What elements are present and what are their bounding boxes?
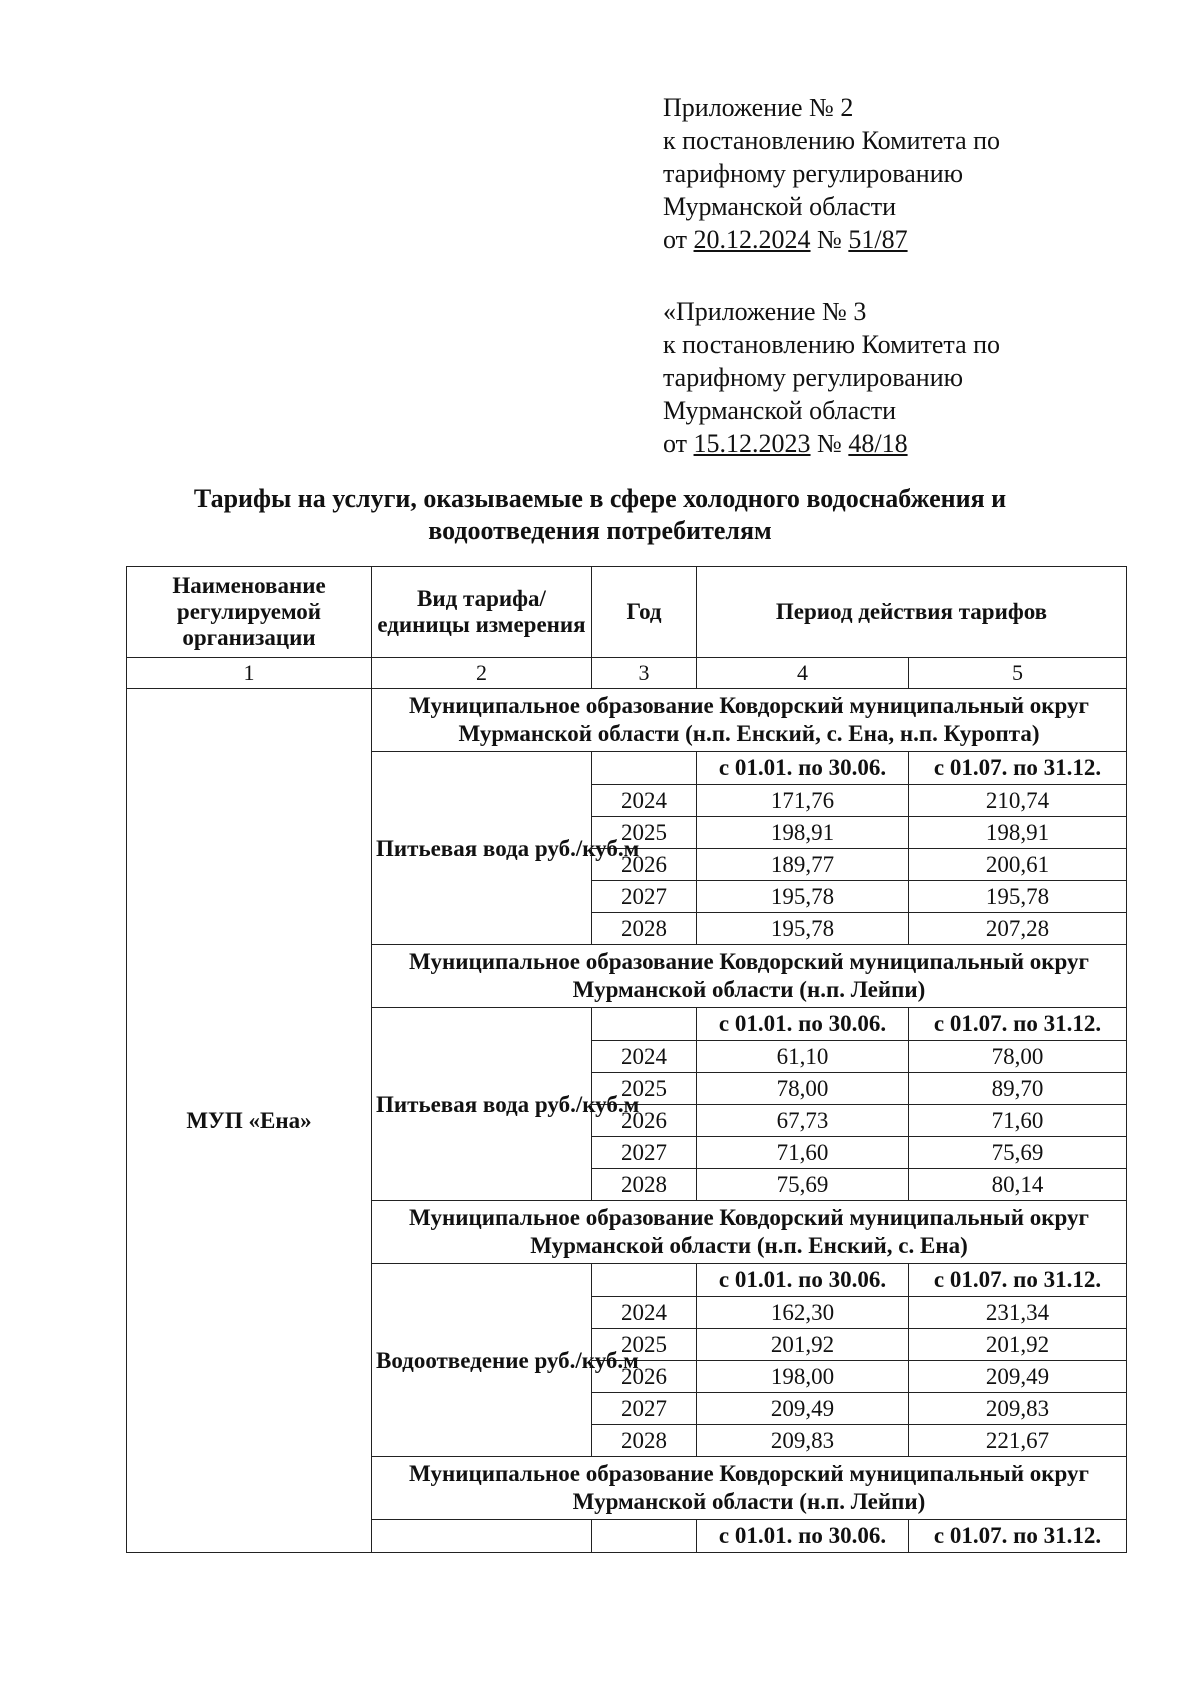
- appendix-line: тарифному регулированию: [663, 363, 964, 392]
- period-second-half: с 01.07. по 31.12.: [909, 752, 1127, 785]
- period-first-half: с 01.01. по 30.06.: [697, 752, 909, 785]
- service-type: Питьевая вода руб./куб.м: [372, 1008, 592, 1201]
- tariff-second-half: 71,60: [909, 1105, 1127, 1137]
- tariff-second-half: 209,83: [909, 1393, 1127, 1425]
- tariff-first-half: 61,10: [697, 1041, 909, 1073]
- tariff-second-half: 209,49: [909, 1361, 1127, 1393]
- appendix-line: «Приложение № 3: [663, 297, 867, 326]
- year-cell: 2024: [592, 785, 697, 817]
- tariff-first-half: 209,83: [697, 1425, 909, 1457]
- year-cell: 2024: [592, 1297, 697, 1329]
- period-second-half: с 01.07. по 31.12.: [909, 1264, 1127, 1297]
- year-cell: 2026: [592, 849, 697, 881]
- tariff-second-half: 89,70: [909, 1073, 1127, 1105]
- organization-name: МУП «Ена»: [127, 689, 372, 1553]
- tariff-second-half: 80,14: [909, 1169, 1127, 1201]
- header-org: Наименование регулируемой организации: [127, 567, 372, 658]
- title-line: Тарифы на услуги, оказываемые в сфере холодного водоснабжения и: [193, 484, 1007, 513]
- header-tariff-type: Вид тарифа/единицы измерения: [372, 567, 592, 658]
- tariff-second-half: 207,28: [909, 913, 1127, 945]
- municipality-name: Муниципальное образование Ковдорский муниципальный округ Мурманской области (н.п. Лейпи): [372, 1457, 1127, 1520]
- municipality-name: Муниципальное образование Ковдорский муниципальный округ Мурманской области (н.п. Лейпи): [372, 945, 1127, 1008]
- resolution-date: 20.12.2024: [693, 225, 811, 254]
- appendix-line: к постановлению Комитета по: [663, 126, 1001, 155]
- appendix-header-previous: [663, 295, 1000, 460]
- municipality-name: Муниципальное образование Ковдорский муниципальный округ Мурманской области (н.п. Енский, с. Ена, н.п. Куропта): [372, 689, 1127, 752]
- appendix-header-current: [663, 91, 1000, 256]
- municipality-name: Муниципальное образование Ковдорский муниципальный округ Мурманской области (н.п. Енский, с. Ена): [372, 1201, 1127, 1264]
- document-title: [100, 483, 1100, 547]
- appendix-line: к постановлению Комитета по: [663, 330, 1001, 359]
- tariff-second-half: 200,61: [909, 849, 1127, 881]
- tariffs-table-body: [127, 567, 1127, 1553]
- tariff-second-half: 201,92: [909, 1329, 1127, 1361]
- year-cell: 2026: [592, 1361, 697, 1393]
- appendix-date-line: [663, 223, 1000, 256]
- period-first-half: с 01.01. по 30.06.: [697, 1520, 909, 1553]
- column-number: 4: [697, 658, 909, 689]
- tariff-second-half: 75,69: [909, 1137, 1127, 1169]
- year-cell: 2026: [592, 1105, 697, 1137]
- tariff-first-half: 198,91: [697, 817, 909, 849]
- municipality-row: [127, 689, 1127, 752]
- period-first-half: с 01.01. по 30.06.: [697, 1264, 909, 1297]
- title-line: водоотведения потребителям: [428, 516, 772, 545]
- year-cell-empty: [592, 1264, 697, 1297]
- tariff-second-half: 221,67: [909, 1425, 1127, 1457]
- tariff-second-half: 195,78: [909, 881, 1127, 913]
- resolution-number: 51/87: [848, 225, 908, 254]
- year-cell: 2027: [592, 881, 697, 913]
- year-cell: 2027: [592, 1393, 697, 1425]
- tariff-first-half: 195,78: [697, 913, 909, 945]
- tariff-first-half: 189,77: [697, 849, 909, 881]
- appendix-line: тарифному регулированию: [663, 159, 964, 188]
- header-year: Год: [592, 567, 697, 658]
- appendix-line: Мурманской области: [663, 396, 896, 425]
- header-row: [127, 567, 1127, 658]
- tariff-first-half: 195,78: [697, 881, 909, 913]
- column-number: 3: [592, 658, 697, 689]
- tariffs-table: [126, 566, 1127, 1553]
- tariff-first-half: 162,30: [697, 1297, 909, 1329]
- appendix-line: Приложение № 2: [663, 93, 854, 122]
- tariff-first-half: 201,92: [697, 1329, 909, 1361]
- column-number: 1: [127, 658, 372, 689]
- tariff-first-half: 71,60: [697, 1137, 909, 1169]
- year-cell: 2025: [592, 1073, 697, 1105]
- tariff-first-half: 209,49: [697, 1393, 909, 1425]
- year-cell-empty: [592, 752, 697, 785]
- tariff-first-half: 75,69: [697, 1169, 909, 1201]
- year-cell: 2024: [592, 1041, 697, 1073]
- year-cell: 2028: [592, 913, 697, 945]
- tariff-second-half: 78,00: [909, 1041, 1127, 1073]
- tariff-second-half: 231,34: [909, 1297, 1127, 1329]
- year-cell: 2028: [592, 1169, 697, 1201]
- header-period: Период действия тарифов: [697, 567, 1127, 658]
- service-type: Питьевая вода руб./куб.м: [372, 752, 592, 945]
- column-number: 5: [909, 658, 1127, 689]
- number-prefix: №: [810, 429, 849, 458]
- column-number: 2: [372, 658, 592, 689]
- resolution-number: 48/18: [848, 429, 908, 458]
- tariff-first-half: 171,76: [697, 785, 909, 817]
- period-first-half: с 01.01. по 30.06.: [697, 1008, 909, 1041]
- resolution-date: 15.12.2023: [693, 429, 811, 458]
- year-cell-empty: [592, 1008, 697, 1041]
- appendix-date-line: [663, 427, 1000, 460]
- date-prefix: от: [663, 429, 694, 458]
- period-second-half: с 01.07. по 31.12.: [909, 1008, 1127, 1041]
- tariff-second-half: 198,91: [909, 817, 1127, 849]
- year-cell: 2025: [592, 817, 697, 849]
- tariff-first-half: 198,00: [697, 1361, 909, 1393]
- year-cell-empty: [592, 1520, 697, 1553]
- year-cell: 2027: [592, 1137, 697, 1169]
- year-cell: 2025: [592, 1329, 697, 1361]
- column-number-row: [127, 658, 1127, 689]
- appendix-line: Мурманской области: [663, 192, 896, 221]
- date-prefix: от: [663, 225, 694, 254]
- tariff-first-half: 78,00: [697, 1073, 909, 1105]
- service-type: [372, 1520, 592, 1553]
- number-prefix: №: [810, 225, 849, 254]
- year-cell: 2028: [592, 1425, 697, 1457]
- tariff-second-half: 210,74: [909, 785, 1127, 817]
- tariff-first-half: 67,73: [697, 1105, 909, 1137]
- service-type: Водоотведение руб./куб.м: [372, 1264, 592, 1457]
- period-second-half: с 01.07. по 31.12.: [909, 1520, 1127, 1553]
